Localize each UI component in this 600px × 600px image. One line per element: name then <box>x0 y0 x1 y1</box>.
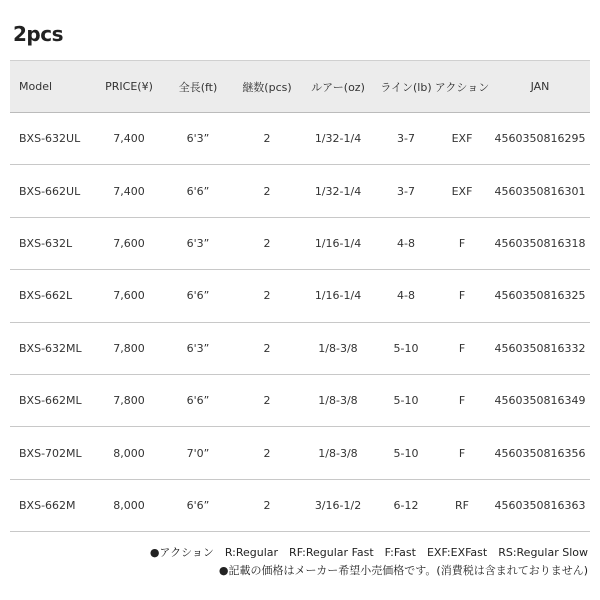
cell-price: 7,400 <box>98 113 160 165</box>
cell-pieces: 2 <box>236 217 298 269</box>
table-row <box>10 217 590 269</box>
cell-length: 6'3” <box>160 113 236 165</box>
table-row <box>10 322 590 374</box>
action-legend: ●アクション R:Regular RF:Regular Fast F:Fast EXF:EXFast RS:Regular Slow <box>149 546 588 559</box>
cell-length: 6'6” <box>160 479 236 531</box>
cell-pieces: 2 <box>236 374 298 426</box>
table-header-row <box>10 61 590 113</box>
cell-model: BXS-662M <box>10 479 98 531</box>
cell-action: F <box>434 322 490 374</box>
cell-line: 3-7 <box>378 165 434 217</box>
cell-lure: 1/16-1/4 <box>298 270 378 322</box>
cell-line: 5-10 <box>378 427 434 479</box>
header-line: ライン(lb) <box>378 61 434 113</box>
header-lure: ルアー(oz) <box>298 61 378 113</box>
cell-lure: 1/8-3/8 <box>298 322 378 374</box>
header-pieces: 継数(pcs) <box>236 61 298 113</box>
table-row <box>10 270 590 322</box>
header-length: 全長(ft) <box>160 61 236 113</box>
table-row <box>10 165 590 217</box>
cell-line: 4-8 <box>378 270 434 322</box>
cell-pieces: 2 <box>236 322 298 374</box>
spec-table <box>10 60 590 532</box>
cell-lure: 1/32-1/4 <box>298 165 378 217</box>
cell-length: 6'6” <box>160 270 236 322</box>
table-row <box>10 113 590 165</box>
cell-lure: 1/16-1/4 <box>298 217 378 269</box>
cell-lure: 1/32-1/4 <box>298 113 378 165</box>
cell-action: EXF <box>434 165 490 217</box>
cell-price: 7,600 <box>98 217 160 269</box>
header-model: Model <box>10 61 98 113</box>
cell-action: F <box>434 270 490 322</box>
cell-model: BXS-702ML <box>10 427 98 479</box>
notes <box>150 544 588 580</box>
cell-model: BXS-632UL <box>10 113 98 165</box>
cell-line: 3-7 <box>378 113 434 165</box>
table-row <box>10 479 590 531</box>
cell-price: 7,600 <box>98 270 160 322</box>
cell-length: 6'6” <box>160 374 236 426</box>
cell-pieces: 2 <box>236 479 298 531</box>
cell-action: F <box>434 374 490 426</box>
header-action: アクション <box>434 61 490 113</box>
cell-line: 4-8 <box>378 217 434 269</box>
cell-pieces: 2 <box>236 113 298 165</box>
cell-lure: 1/8-3/8 <box>298 374 378 426</box>
cell-jan: 4560350816349 <box>490 374 590 426</box>
cell-lure: 3/16-1/2 <box>298 479 378 531</box>
cell-price: 8,000 <box>98 479 160 531</box>
cell-model: BXS-662ML <box>10 374 98 426</box>
cell-jan: 4560350816332 <box>490 322 590 374</box>
cell-length: 6'3” <box>160 217 236 269</box>
cell-line: 5-10 <box>378 322 434 374</box>
cell-lure: 1/8-3/8 <box>298 427 378 479</box>
cell-price: 7,800 <box>98 322 160 374</box>
cell-action: F <box>434 427 490 479</box>
cell-jan: 4560350816363 <box>490 479 590 531</box>
cell-price: 8,000 <box>98 427 160 479</box>
cell-jan: 4560350816295 <box>490 113 590 165</box>
price-note: ●記載の価格はメーカー希望小売価格です。(消費税は含まれておりません) <box>218 564 588 577</box>
page-title: 2pcs <box>13 22 63 46</box>
cell-jan: 4560350816318 <box>490 217 590 269</box>
table-row <box>10 374 590 426</box>
cell-model: BXS-662L <box>10 270 98 322</box>
cell-model: BXS-662UL <box>10 165 98 217</box>
cell-action: F <box>434 217 490 269</box>
cell-jan: 4560350816301 <box>490 165 590 217</box>
table-row <box>10 427 590 479</box>
cell-length: 6'6” <box>160 165 236 217</box>
header-price: PRICE(¥) <box>98 61 160 113</box>
cell-line: 5-10 <box>378 374 434 426</box>
cell-jan: 4560350816356 <box>490 427 590 479</box>
cell-line: 6-12 <box>378 479 434 531</box>
cell-pieces: 2 <box>236 165 298 217</box>
cell-price: 7,400 <box>98 165 160 217</box>
cell-model: BXS-632L <box>10 217 98 269</box>
cell-pieces: 2 <box>236 427 298 479</box>
cell-model: BXS-632ML <box>10 322 98 374</box>
cell-price: 7,800 <box>98 374 160 426</box>
cell-action: RF <box>434 479 490 531</box>
cell-jan: 4560350816325 <box>490 270 590 322</box>
header-jan: JAN <box>490 61 590 113</box>
cell-pieces: 2 <box>236 270 298 322</box>
cell-length: 7'0” <box>160 427 236 479</box>
cell-action: EXF <box>434 113 490 165</box>
cell-length: 6'3” <box>160 322 236 374</box>
